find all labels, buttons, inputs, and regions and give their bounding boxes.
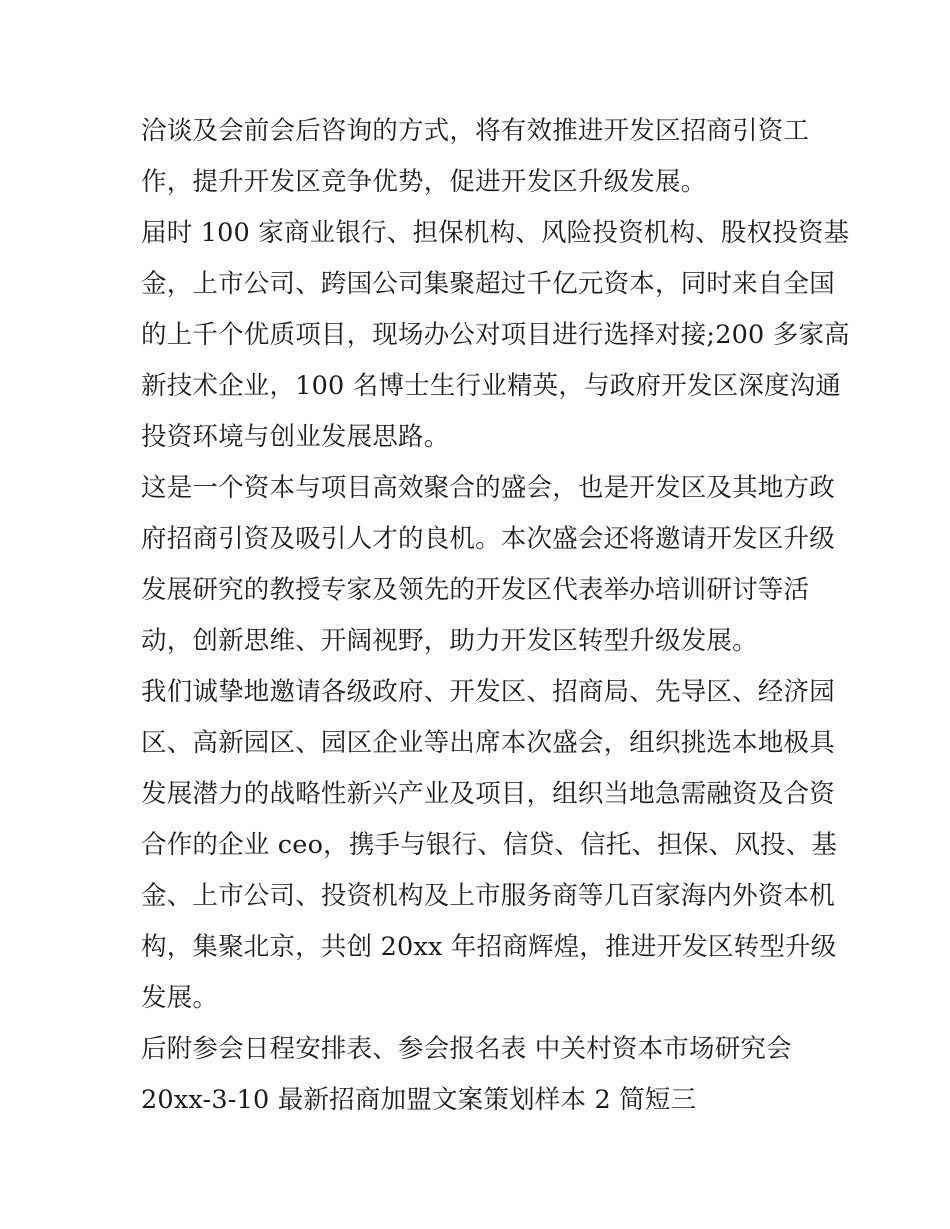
paragraph-3 [141, 463, 835, 667]
text-line: 构，集聚北京，共创 20xx 年招商辉煌，推进开发区转型升级 [141, 932, 837, 962]
text-line: 新技术企业，100 名博士生行业精英，与政府开发区深度沟通 [141, 371, 842, 401]
text-line: 投资环境与创业发展思路。 [141, 422, 450, 452]
text-line: 作，提升开发区竞争优势，促进开发区升级发展。 [141, 167, 707, 197]
text-line: 后附参会日程安排表、参会报名表 中关村资本市场研究会 [141, 1034, 792, 1064]
text-line: 的上千个优质项目，现场办公对项目进行选择对接;200 多家高 [141, 320, 850, 350]
text-line: 区、高新园区、园区企业等出席本次盛会，组织挑选本地极具 [141, 728, 835, 758]
text-line: 发展。 [141, 983, 219, 1013]
text-line: 我们诚挚地邀请各级政府、开发区、招商局、先导区、经济园 [141, 677, 835, 707]
text-line: 金，上市公司、跨国公司集聚超过千亿元资本，同时来自全国 [141, 269, 835, 299]
document-body [141, 106, 850, 1126]
text-line: 发展潜力的战略性新兴产业及项目，组织当地急需融资及合资 [141, 779, 835, 809]
text-line: 府招商引资及吸引人才的良机。本次盛会还将邀请开发区升级 [141, 524, 835, 554]
paragraph-1 [141, 106, 821, 208]
text-line: 动，创新思维、开阔视野，助力开发区转型升级发展。 [141, 626, 758, 656]
text-line: 洽谈及会前会后咨询的方式，将有效推进开发区招商引资工 [141, 116, 810, 146]
paragraph-4 [141, 667, 838, 1024]
text-line: 发展研究的教授专家及领先的开发区代表举办培训研讨等活 [141, 575, 810, 605]
text-line: 这是一个资本与项目高效聚合的盛会，也是开发区及其地方政 [141, 473, 835, 503]
text-line: 20xx-3-10 最新招商加盟文案策划样本 2 简短三 [141, 1085, 697, 1115]
text-line: 金、上市公司、投资机构及上市服务商等几百家海内外资本机 [141, 881, 835, 911]
paragraph-2 [141, 208, 850, 463]
text-line: 合作的企业 ceo，携手与银行、信贷、信托、担保、风投、基 [141, 830, 838, 860]
paragraph-6 [141, 1075, 821, 1126]
paragraph-5 [141, 1024, 821, 1075]
text-line: 届时 100 家商业银行、担保机构、风险投资机构、股权投资基 [141, 218, 850, 248]
